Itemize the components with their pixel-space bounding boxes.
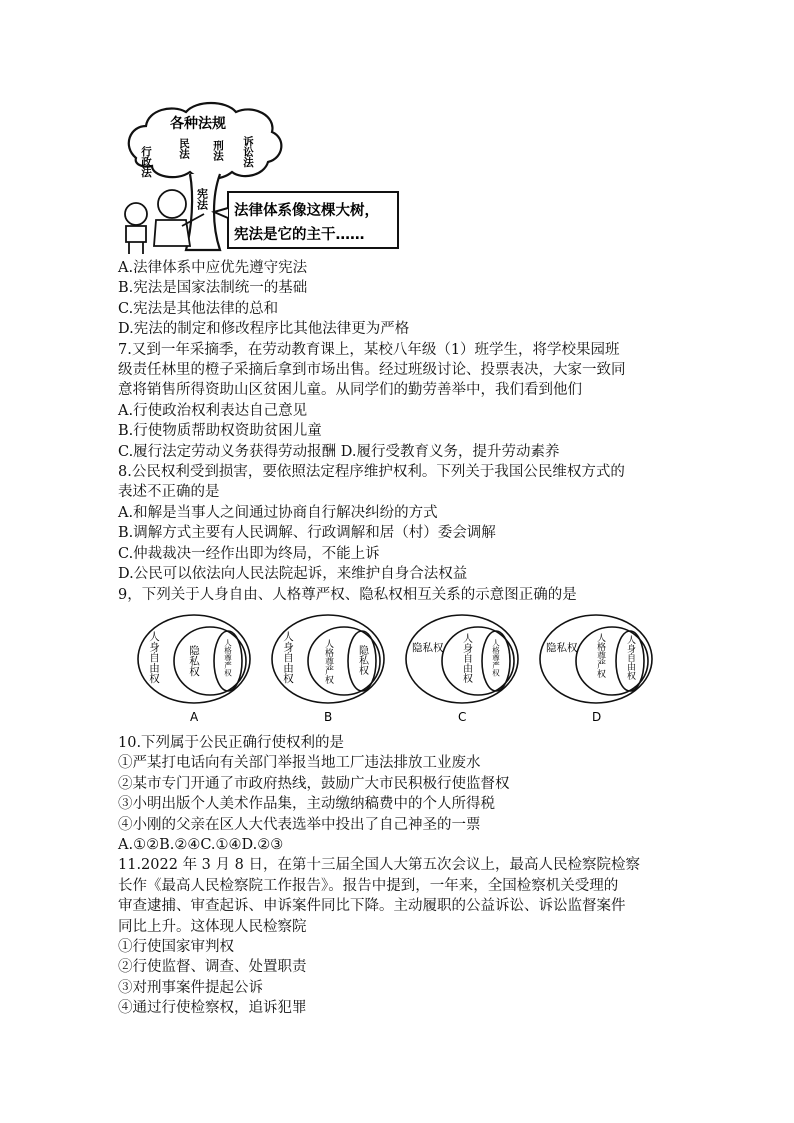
option-letter: A: [190, 709, 199, 724]
q8-stem-line: 8.公民权利受到损害，要依照法定程序维护权利。下列关于我国公民维权方式的: [118, 464, 625, 481]
branch-label: 行政法: [140, 146, 152, 178]
q7-stem-line: 意将销售所得资助山区贫困儿童。从同学们的勤劳善举中，我们看到他们: [118, 382, 582, 399]
q11-item: ①行使国家审判权: [118, 938, 234, 955]
middle-label: 人格尊严权: [323, 638, 333, 684]
q6-option-b: B.宪法是国家法制统一的基础: [118, 280, 308, 297]
venn-diagram-a: [130, 609, 262, 727]
q9-diagram-row: [118, 609, 678, 727]
q11-stem-line: 同比上升。这体现人民检察院: [118, 918, 307, 935]
middle-label: 隐私权: [188, 644, 200, 677]
branch-label: 刑法: [212, 140, 224, 161]
q7-stem-line: 7.又到一年采摘季，在劳动教育课上，某校八年级（1）班学生，将学校果园班: [118, 341, 620, 358]
middle-label: 人格尊严权: [595, 632, 605, 678]
speech-line-2: 宪法是它的主干……: [234, 227, 365, 243]
inner-label: 人格尊严权: [223, 638, 233, 677]
q10-item: ②某市专门开通了市政府热线，鼓励广大市民积极行使监督权: [118, 775, 510, 792]
q11-item: ②行使监督、调查、处置职责: [118, 959, 307, 976]
q10-options: A.①②B.②④C.①④D.②③: [118, 836, 284, 853]
q11-item: ③对刑事案件提起公诉: [118, 979, 263, 996]
speech-line-1: 法律体系像这棵大树，: [234, 203, 379, 219]
q6-option-a: A.法律体系中应优先遵守宪法: [118, 260, 308, 276]
venn-diagram-b: [264, 609, 396, 727]
q7-option: B.行使物质帮助权资助贫困儿童: [118, 423, 322, 440]
branch-label: 诉讼法: [242, 136, 254, 168]
q7-option: A.行使政治权利表达自己意见: [118, 402, 308, 419]
q7-stem-line: 级责任林里的橙子采摘后拿到市场出售。经过班级讨论、投票表决，大家一致同: [118, 362, 626, 379]
q11-stem-line: 审查逮捕、审查起诉、申诉案件同比下降。主动履职的公益诉讼、诉讼监督案件: [118, 898, 626, 915]
q9-stem: 9，下列关于人身自由、人格尊严权、隐私权相互关系的示意图正确的是: [118, 586, 577, 603]
q10-stem: 10.下列属于公民正确行使权利的是: [118, 734, 345, 751]
q11-stem-line: 长作《最高人民检察院工作报告》。报告中提到，一年来，全国检察机关受理的: [118, 877, 619, 894]
q7-option: C.履行法定劳动义务获得劳动报酬 D.履行受教育义务，提升劳动素养: [118, 443, 560, 460]
q8-option: A.和解是当事人之间通过协商自行解决纠纷的方式: [118, 504, 438, 521]
q11-stem-line: 11.2022 年 3 月 8 日，在第十三届全国人大第五次会议上，最高人民检察院检察: [118, 857, 640, 874]
q8-option: B.调解方式主要有人民调解、行政调解和居（村）委会调解: [118, 525, 496, 542]
middle-label: 人身自由权: [460, 632, 472, 683]
venn-diagram-d: [532, 609, 664, 727]
q6-option-c: C.宪法是其他法律的总和: [118, 300, 279, 317]
q10-item: ①严某打电话向有关部门举报当地工厂违法排放工业废水: [118, 755, 481, 772]
law-tree-cartoon: [116, 96, 402, 258]
outer-label: 人身自由权: [282, 630, 294, 684]
tree-title: 各种法规: [170, 116, 226, 132]
outer-label: 隐私权: [546, 641, 578, 654]
child-figure: [125, 203, 147, 254]
trunk-label: 宪法: [195, 188, 209, 210]
venn-diagram-c: [398, 609, 530, 727]
outer-label: 人身自由权: [148, 630, 160, 684]
q6-option-d: D.宪法的制定和修改程序比其他法律更为严格: [118, 321, 410, 338]
option-letter: B: [324, 709, 333, 724]
outer-label: 隐私权: [412, 641, 444, 654]
option-letter: D: [592, 709, 602, 724]
q8-stem-line: 表述不正确的是: [118, 484, 220, 501]
inner-label: 人格尊严权: [491, 638, 501, 677]
inner-label: 人身自由权: [625, 634, 635, 680]
q10-item: ④小刚的父亲在区人大代表选举中投出了自己神圣的一票: [118, 816, 481, 833]
q10-item: ③小明出版个人美术作品集，主动缴纳稿费中的个人所得税: [118, 796, 495, 813]
q8-option: C.仲裁裁决一经作出即为终局，不能上诉: [118, 545, 380, 562]
question-body: [118, 258, 678, 1019]
q8-option: D.公民可以依法向人民法院起诉，来维护自身合法权益: [118, 566, 468, 583]
inner-label: 隐私权: [356, 644, 368, 675]
q11-item: ④通过行使检察权，追诉犯罪: [118, 1000, 307, 1017]
option-letter: C: [458, 709, 467, 724]
branch-label: 民法: [178, 138, 190, 159]
